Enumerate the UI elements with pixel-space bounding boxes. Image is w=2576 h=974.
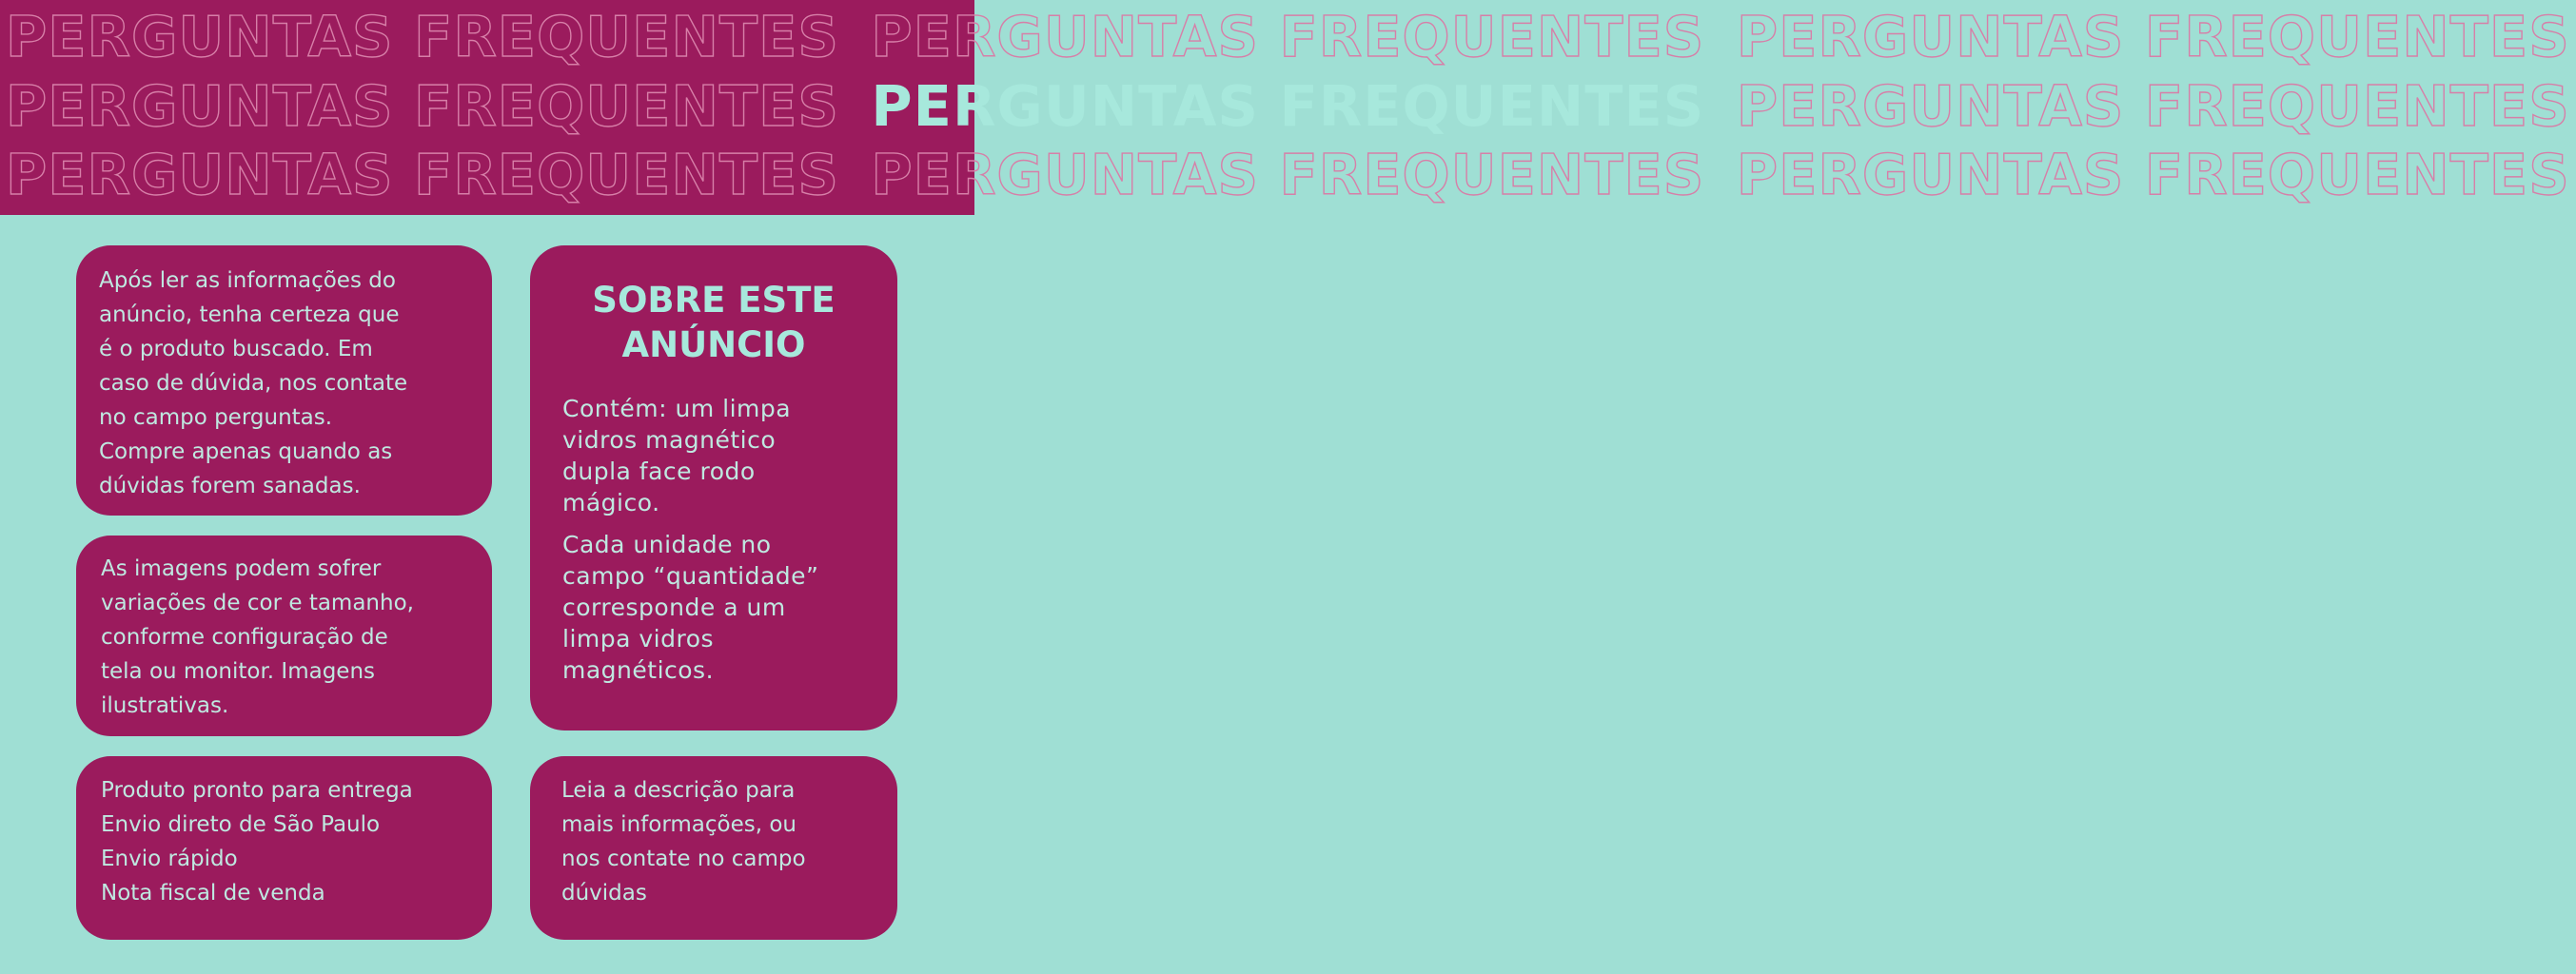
about-line: limpa vidros — [562, 625, 715, 653]
card-line: Nota fiscal de venda — [101, 881, 325, 906]
card-read-description — [530, 756, 897, 940]
about-line: mágico. — [562, 489, 660, 516]
card-line: mais informações, ou — [561, 812, 796, 837]
header-banner — [0, 0, 2570, 215]
card-line: é o produto buscado. Em — [99, 337, 373, 361]
card-shipping-info — [76, 756, 492, 940]
card-line: no campo perguntas. — [99, 405, 333, 430]
card-line: Após ler as informações do — [99, 268, 396, 293]
echo-text: PERGUNTAS FREQUENTES — [1736, 4, 2570, 69]
about-line: Cada unidade no — [562, 531, 772, 558]
about-quantity-note — [562, 529, 875, 686]
about-line: vidros magnético — [562, 426, 777, 454]
card-line: caso de dúvida, nos contate — [99, 371, 408, 396]
header-echo-top — [0, 4, 2570, 70]
about-line: Contém: um limpa — [562, 395, 792, 422]
card-line: Envio rápido — [101, 847, 238, 871]
card-line: dúvidas — [561, 881, 647, 906]
card-line: As imagens podem sofrer — [101, 556, 382, 581]
card-text — [101, 773, 479, 910]
card-line: variações de cor e tamanho, — [101, 591, 414, 615]
card-line: ilustrativas. — [101, 693, 229, 718]
card-line: Produto pronto para entrega — [101, 778, 413, 803]
echo-text: PERGUNTAS FREQUENTES — [871, 4, 1705, 69]
about-contents — [562, 393, 875, 518]
echo-text: PERGUNTAS FREQUENTES — [6, 4, 839, 69]
about-title-line: ANÚNCIO — [621, 324, 806, 365]
about-line: magnéticos. — [562, 656, 715, 684]
card-text — [99, 263, 473, 503]
about-line: dupla face rodo — [562, 458, 756, 485]
card-text — [561, 773, 878, 910]
card-text — [101, 552, 473, 723]
card-line: Compre apenas quando as — [99, 439, 393, 464]
card-line: Leia a descrição para — [561, 778, 796, 803]
about-title — [562, 278, 875, 367]
about-line: corresponde a um — [562, 594, 786, 621]
card-about-listing — [530, 245, 897, 730]
echo-text: PERGUNTAS FREQUENTES — [6, 73, 839, 139]
card-line: nos contate no campo — [561, 847, 806, 871]
card-line: anúncio, tenha certeza que — [99, 302, 400, 327]
header-title-row — [0, 73, 2570, 140]
card-purchase-advice — [76, 245, 492, 516]
header-echo-bottom — [0, 142, 2570, 208]
echo-text: PERGUNTAS FREQUENTES — [871, 142, 1705, 207]
echo-text: PERGUNTAS FREQUENTES — [1736, 73, 2570, 139]
card-line: tela ou monitor. Imagens — [101, 659, 376, 684]
echo-text: PERGUNTAS FREQUENTES — [6, 142, 839, 207]
echo-text: PERGUNTAS FREQUENTES — [1736, 142, 2570, 207]
card-image-disclaimer — [76, 536, 492, 736]
card-line: Envio direto de São Paulo — [101, 812, 381, 837]
page-title: PERGUNTAS FREQUENTES — [871, 73, 1705, 139]
about-line: campo “quantidade” — [562, 562, 819, 590]
card-line: dúvidas forem sanadas. — [99, 474, 361, 498]
about-title-line: SOBRE ESTE — [592, 280, 836, 321]
card-line: conforme configuração de — [101, 625, 388, 650]
